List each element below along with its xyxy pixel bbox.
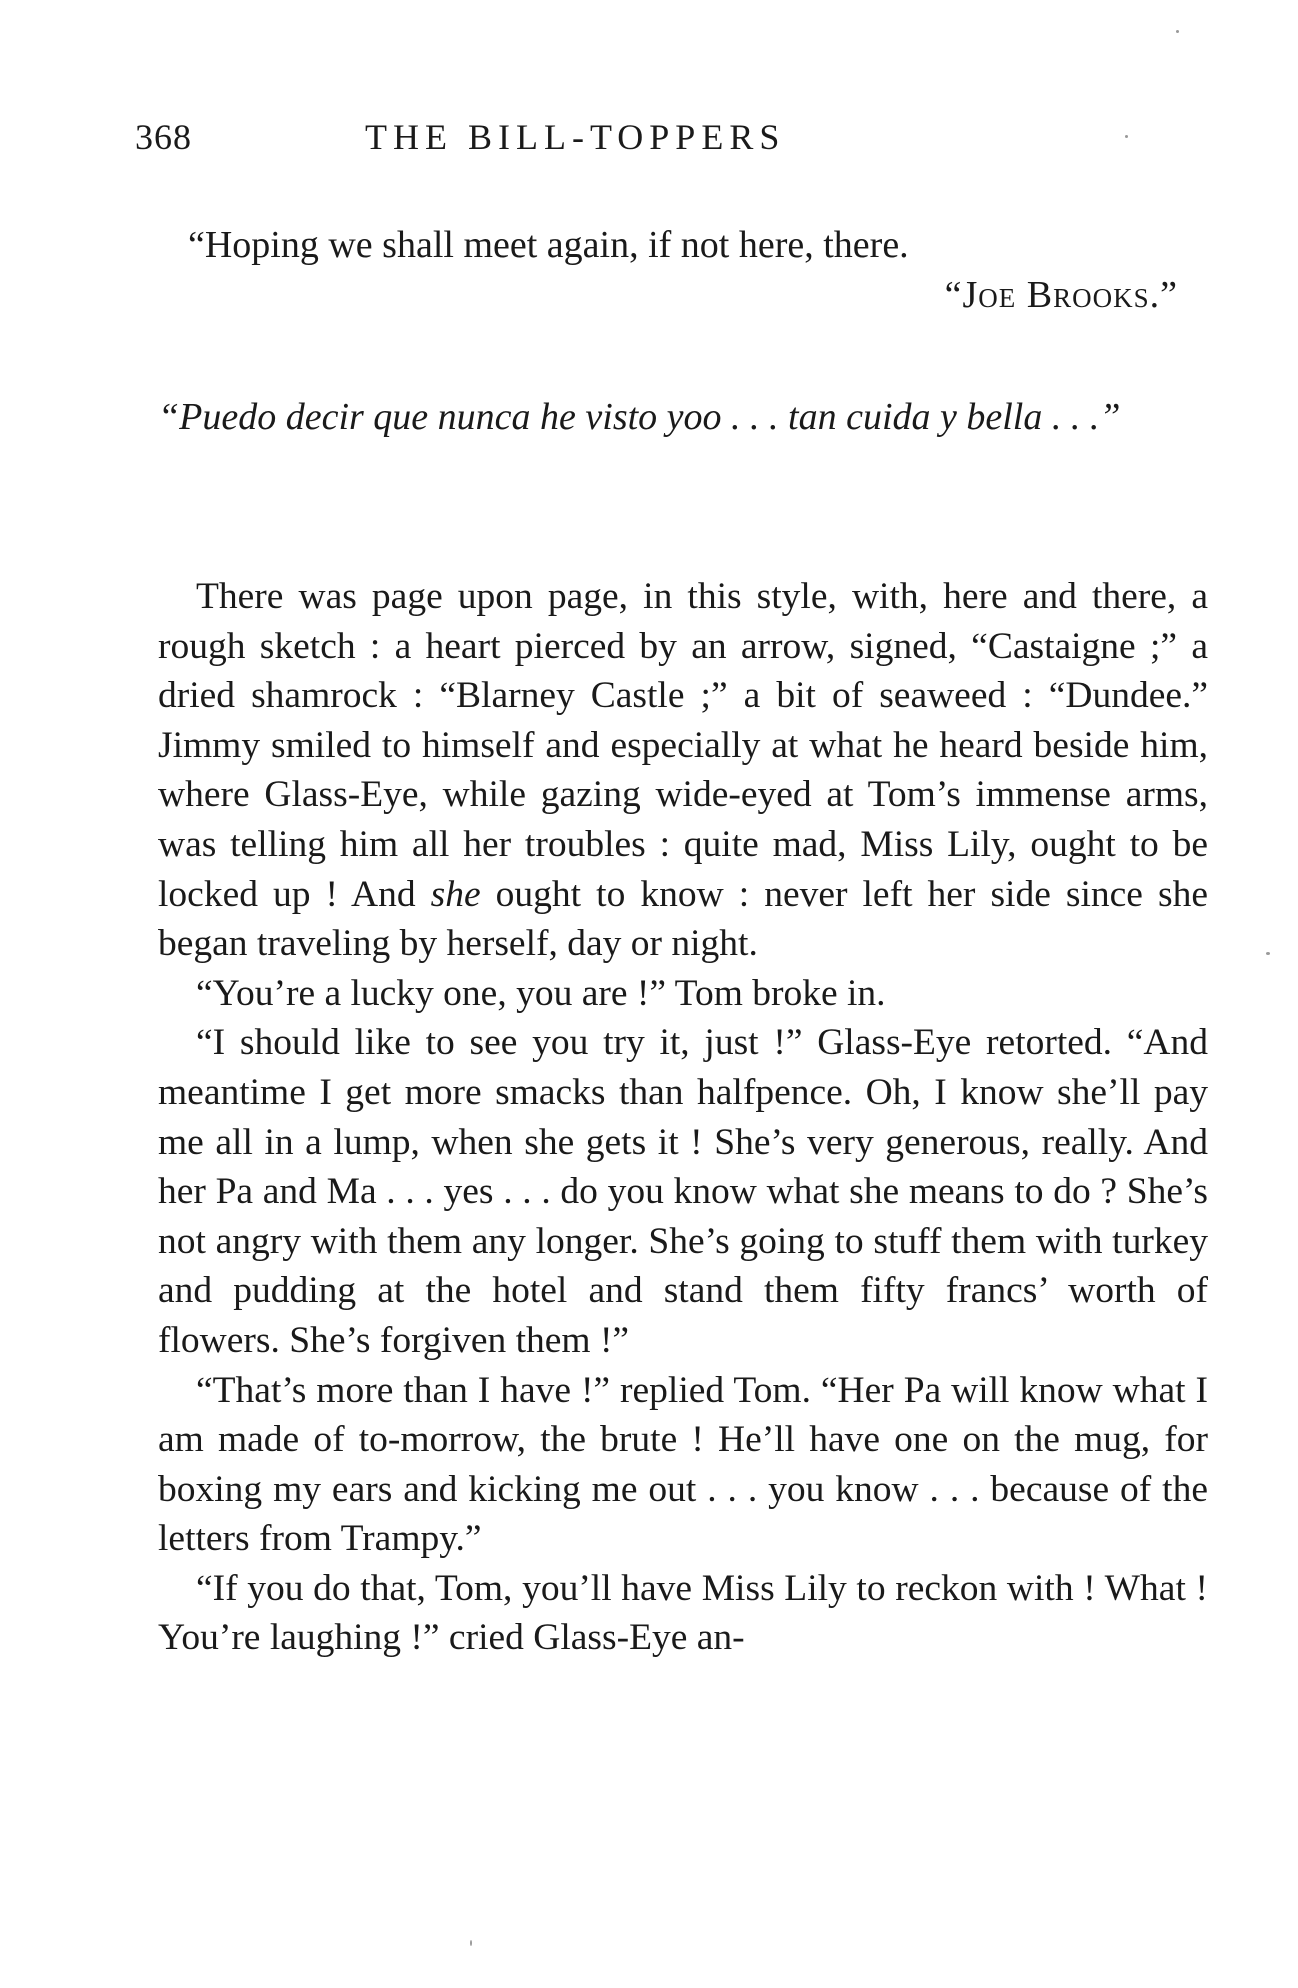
scan-speck: [1176, 30, 1179, 33]
paragraph-text: There was page upon page, in this style, with, here and there, a rough sketch : a heart pierced by an arrow, signed, “Castaigne ;” a dried shamrock : “Blarney Castle ;” a bit of seaweed : “Dundee.” Jimmy smiled to himself and especially at what he heard beside him, where Glass-Eye, while gazing wide-eyed at Tom’s immense arms, was telling him all her troubles : quite mad, Miss Lily, ought to be locked up ! And: [158, 576, 1208, 915]
spanish-quote: “Puedo decir que nunca he visto yoo . . . tan cuida y bella . . .”: [158, 396, 1121, 438]
paragraph: “If you do that, Tom, you’ll have Miss Lily to reckon with ! What ! You’re laughing !” cried Glass-Eye an-: [158, 1567, 1208, 1659]
scan-speck: [470, 1940, 472, 1946]
running-title: THE BILL-TOPPERS: [365, 117, 786, 157]
letter-signature: “Joe Brooks.”: [944, 274, 1178, 316]
paragraph: “I should like to see you try it, just !” Glass-Eye retorted. “And meantime I get more smacks than halfpence. Oh, I know she’ll pay me all in a lump, when she gets it ! She’s very generous, really. And her Pa and Ma . . . yes . . . do you know what she means to do ? She’s not angry with them any longer. She’s going to stuff them with turkey and pudding at the hotel and stand them fifty francs’ worth of flowers. She’s forgiven them !”: [158, 1022, 1208, 1361]
letter-closing: “Hoping we shall meet again, if not here, there.: [188, 224, 909, 266]
paragraph: [158, 572, 1208, 969]
page-number: 368: [135, 117, 192, 157]
scan-speck: [1125, 135, 1128, 138]
paragraph: “That’s more than I have !” replied Tom. “Her Pa will know what I am made of to-morrow, the brute ! He’ll have one on the mug, for boxing my ears and kicking me out . . . you know . . . because of the letters from Trampy.”: [158, 1369, 1208, 1560]
page-header: [135, 112, 1135, 162]
paragraph: “You’re a lucky one, you are !” Tom broke in.: [196, 972, 886, 1014]
scan-speck: [1266, 952, 1270, 955]
body-text: [158, 572, 1208, 1663]
emphasis-text: she: [430, 873, 481, 915]
paragraph-text: ought to know : never left her side since she began traveling by herself, day or night.: [158, 873, 1208, 965]
